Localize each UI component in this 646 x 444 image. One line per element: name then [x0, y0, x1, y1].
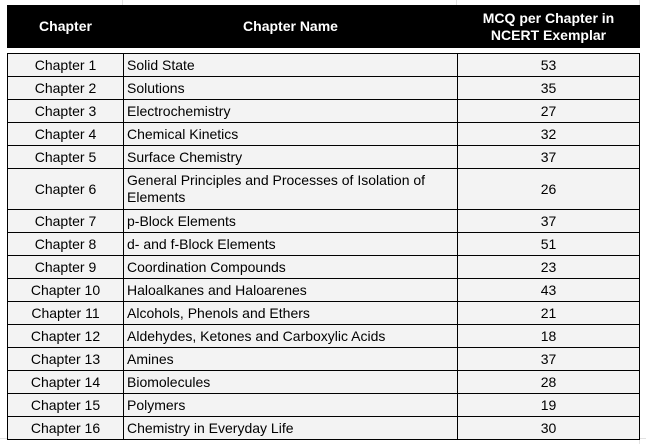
cell-chapter-name[interactable]: Biomolecules [124, 371, 458, 394]
cell-chapter[interactable]: Chapter 3 [8, 100, 124, 123]
table-row [8, 54, 640, 77]
cell-chapter-name[interactable]: Polymers [124, 394, 458, 417]
cell-mcq-count[interactable]: 32 [458, 123, 640, 146]
cell-chapter-name[interactable]: Solid State [124, 54, 458, 77]
cell-chapter[interactable]: Chapter 2 [8, 77, 124, 100]
table-row [8, 210, 640, 233]
cell-chapter-name[interactable]: Aldehydes, Ketones and Carboxylic Acids [124, 325, 458, 348]
cell-chapter-name[interactable]: Chemistry in Everyday Life [124, 417, 458, 440]
cell-mcq-count[interactable]: 18 [458, 325, 640, 348]
cell-chapter[interactable]: Chapter 8 [8, 233, 124, 256]
cell-chapter-name[interactable]: Electrochemistry [124, 100, 458, 123]
table-row [8, 169, 640, 210]
cell-chapter[interactable]: Chapter 12 [8, 325, 124, 348]
header-chapter[interactable]: Chapter [8, 6, 124, 48]
cell-mcq-count[interactable]: 30 [458, 417, 640, 440]
cell-chapter-name[interactable]: Alcohols, Phenols and Ethers [124, 302, 458, 325]
cell-chapter[interactable]: Chapter 5 [8, 146, 124, 169]
cell-chapter[interactable]: Chapter 16 [8, 417, 124, 440]
cell-mcq-count[interactable]: 37 [458, 348, 640, 371]
header-row [8, 6, 640, 48]
table-row [8, 146, 640, 169]
cell-mcq-count[interactable]: 51 [458, 233, 640, 256]
cell-chapter-name[interactable]: Amines [124, 348, 458, 371]
table-row [8, 233, 640, 256]
table-header [8, 6, 640, 48]
cell-chapter-name[interactable]: Haloalkanes and Haloarenes [124, 279, 458, 302]
cell-chapter-name[interactable]: Solutions [124, 77, 458, 100]
cell-mcq-count[interactable]: 23 [458, 256, 640, 279]
cell-chapter[interactable]: Chapter 13 [8, 348, 124, 371]
cell-chapter[interactable]: Chapter 15 [8, 394, 124, 417]
cell-mcq-count[interactable]: 53 [458, 54, 640, 77]
cell-mcq-count[interactable]: 43 [458, 279, 640, 302]
table-row [8, 279, 640, 302]
cell-chapter[interactable]: Chapter 9 [8, 256, 124, 279]
cell-mcq-count[interactable]: 37 [458, 210, 640, 233]
cell-chapter-name[interactable]: d- and f-Block Elements [124, 233, 458, 256]
table-row [8, 394, 640, 417]
cell-chapter[interactable]: Chapter 14 [8, 371, 124, 394]
cell-chapter[interactable]: Chapter 7 [8, 210, 124, 233]
cell-chapter[interactable]: Chapter 1 [8, 54, 124, 77]
cell-mcq-count[interactable]: 19 [458, 394, 640, 417]
spreadsheet [7, 5, 639, 440]
header-mcq-count[interactable]: MCQ per Chapter in NCERT Exemplar [458, 6, 640, 48]
cell-chapter[interactable]: Chapter 11 [8, 302, 124, 325]
table-row [8, 348, 640, 371]
header-chapter-name[interactable]: Chapter Name [124, 6, 458, 48]
table-row [8, 302, 640, 325]
cell-chapter-name[interactable]: General Principles and Processes of Isolation of Elements [124, 169, 458, 210]
cell-mcq-count[interactable]: 28 [458, 371, 640, 394]
chapter-mcq-table [7, 5, 640, 440]
cell-chapter[interactable]: Chapter 4 [8, 123, 124, 146]
cell-chapter-name[interactable]: Chemical Kinetics [124, 123, 458, 146]
cell-chapter-name[interactable]: Surface Chemistry [124, 146, 458, 169]
cell-mcq-count[interactable]: 35 [458, 77, 640, 100]
cell-mcq-count[interactable]: 27 [458, 100, 640, 123]
cell-mcq-count[interactable]: 26 [458, 169, 640, 210]
cell-chapter[interactable]: Chapter 6 [8, 169, 124, 210]
table-row [8, 371, 640, 394]
table-row [8, 417, 640, 440]
cell-chapter-name[interactable]: p-Block Elements [124, 210, 458, 233]
table-row [8, 325, 640, 348]
table-row [8, 123, 640, 146]
cell-mcq-count[interactable]: 37 [458, 146, 640, 169]
table-row [8, 256, 640, 279]
cell-chapter[interactable]: Chapter 10 [8, 279, 124, 302]
cell-mcq-count[interactable]: 21 [458, 302, 640, 325]
table-body [8, 48, 640, 440]
table-row [8, 77, 640, 100]
table-row [8, 100, 640, 123]
cell-chapter-name[interactable]: Coordination Compounds [124, 256, 458, 279]
